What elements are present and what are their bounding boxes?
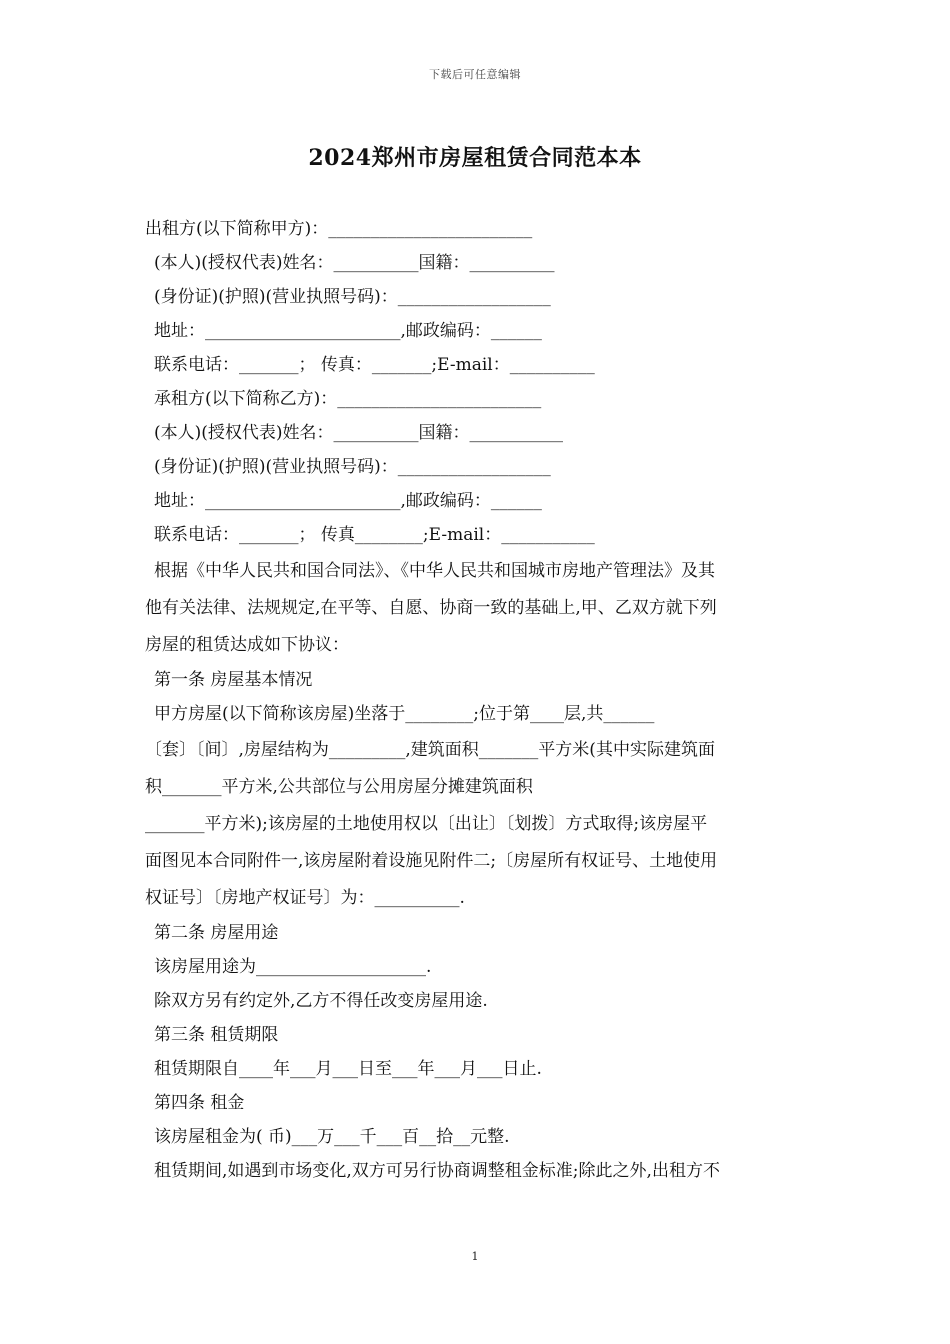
document-body bbox=[145, 214, 805, 1190]
text-line: 积_______平方米,公共部位与公用房屋分摊建筑面积 bbox=[145, 777, 533, 797]
text-line: 该房屋租金为( 币)___万___千___百__拾__元整. bbox=[154, 1127, 510, 1147]
section-heading: 第四条 租金 bbox=[154, 1093, 245, 1113]
text-line: 出租方(以下简称甲方)：________________________ bbox=[145, 219, 533, 239]
text-line: 〔套〕〔间〕,房屋结构为_________,建筑面积_______平方米(其中实际建筑面 bbox=[145, 740, 715, 760]
section-heading: 第一条 房屋基本情况 bbox=[154, 670, 313, 690]
text-line: 该房屋用途为____________________. bbox=[154, 957, 432, 977]
text-line: 甲方房屋(以下简称该房屋)坐落于________;位于第____层,共______ bbox=[154, 704, 655, 724]
section-heading: 第三条 租赁期限 bbox=[154, 1025, 279, 1045]
text-line: 租赁期间,如遇到市场变化,双方可另行协商调整租金标准;除此之外,出租方不 bbox=[154, 1161, 720, 1181]
text-line: 面图见本合同附件一,该房屋附着设施见附件二;〔房屋所有权证号、土地使用 bbox=[145, 851, 718, 871]
text-line: 租赁期限自____年___月___日至___年___月___日止. bbox=[154, 1059, 542, 1079]
text-line: 联系电话：_______； 传真________;E-mail：___________ bbox=[154, 525, 595, 545]
text-line: (身份证)(护照)(营业执照号码)：__________________ bbox=[154, 287, 551, 307]
page-number: 1 bbox=[471, 1250, 479, 1263]
text-line: (身份证)(护照)(营业执照号码)：__________________ bbox=[154, 457, 551, 477]
text-line: 根据《中华人民共和国合同法》、《中华人民共和国城市房地产管理法》及其 bbox=[154, 561, 715, 581]
text-line: (本人)(授权代表)姓名：__________国籍：___________ bbox=[154, 423, 564, 443]
text-line: 房屋的租赁达成如下协议： bbox=[145, 635, 349, 655]
text-line: 他有关法律、法规规定,在平等、自愿、协商一致的基础上,甲、乙双方就下列 bbox=[145, 598, 717, 618]
text-line: 除双方另有约定外,乙方不得任改变房屋用途. bbox=[154, 991, 488, 1011]
text-line: 联系电话：_______； 传真：_______;E-mail：__________ bbox=[154, 355, 595, 375]
text-line: (本人)(授权代表)姓名：__________国籍：__________ bbox=[154, 253, 555, 273]
header-note: 下载后可任意编辑 bbox=[429, 68, 521, 81]
text-line: 承租方(以下简称乙方)：________________________ bbox=[154, 389, 542, 409]
text-line: 地址：_______________________,邮政编码：______ bbox=[154, 491, 542, 511]
text-line: 权证号〕〔房地产权证号〕为：__________. bbox=[145, 888, 465, 908]
document-title: 2024郑州市房屋租赁合同范本本 bbox=[308, 145, 642, 171]
section-heading: 第二条 房屋用途 bbox=[154, 923, 279, 943]
text-line: _______平方米);该房屋的土地使用权以〔出让〕〔划拨〕方式取得;该房屋平 bbox=[145, 814, 708, 834]
text-line: 地址：_______________________,邮政编码：______ bbox=[154, 321, 542, 341]
